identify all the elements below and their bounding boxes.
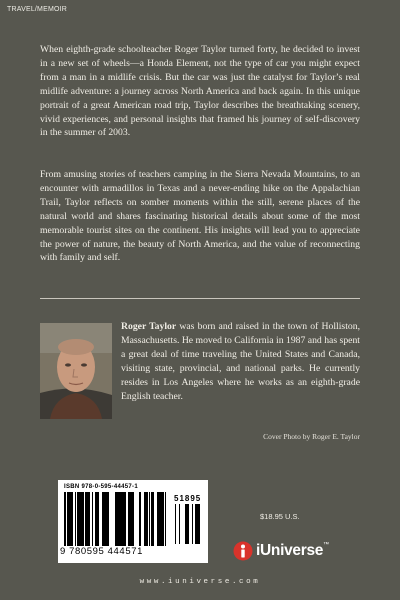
barcode-bar <box>128 492 130 546</box>
barcode-bar <box>88 492 90 546</box>
barcode-bar <box>97 492 98 546</box>
barcode-bar <box>81 492 84 546</box>
barcode-bar <box>149 492 150 546</box>
author-photo <box>40 323 112 419</box>
barcode-bar <box>107 492 109 546</box>
author-bio <box>121 320 360 403</box>
barcode-bar <box>118 492 119 546</box>
barcode-bar <box>165 492 166 546</box>
barcode-bar <box>119 492 122 546</box>
description-paragraph-1: When eighth-grade schoolteacher Roger Taylor turned forty, he decided to invest in a new set of wheels—a Honda Element, not the type of car you might expect from a man in a midlife crisis. But the car was just the catalyst for Taylor’s real midlife adventure: a journey across North America and back again. In this unique portrait of a great American road trip, Taylor describes the breathtaking scenery, vivid experiences, and personal insights that framed his journey of self-discovery in the summer of 2003. <box>40 44 360 139</box>
publisher-name-text: iUniverse <box>256 542 324 559</box>
barcode-bar <box>151 492 152 546</box>
barcode-bar <box>95 492 97 546</box>
barcode-bar <box>195 504 197 544</box>
barcode-bar <box>64 492 65 546</box>
barcode-box <box>58 480 208 563</box>
barcode-bar <box>133 492 134 546</box>
trademark-symbol: ™ <box>323 542 329 548</box>
barcode-bar <box>179 504 180 544</box>
barcode-bar <box>124 492 126 546</box>
barcode-bar <box>147 492 148 546</box>
author-bio-text: was born and raised in the town of Holliston, Massachusetts. He moved to California in 1987 and has spent a great deal of time traveling the United States and Canada, visiting state, provincial, and national parks. He currently resides in Los Angeles where he works as an eighth-grade English teacher. <box>121 321 360 402</box>
barcode-bar <box>185 504 188 544</box>
barcode-bar <box>153 492 154 546</box>
barcode-bar <box>146 492 147 546</box>
barcode-bar <box>199 504 200 544</box>
price-label: $18.95 U.S. <box>260 512 300 521</box>
barcode-bar <box>157 492 160 546</box>
isbn-label: ISBN 978-0-595-44457-1 <box>64 484 138 490</box>
barcode-bar <box>152 492 153 546</box>
barcode-bar <box>192 504 193 544</box>
barcode-bar <box>145 492 146 546</box>
barcode-bar <box>77 492 79 546</box>
barcode-bar <box>163 492 164 546</box>
barcode-bar <box>102 492 103 546</box>
barcode-bar <box>117 492 118 546</box>
barcode-bar <box>65 492 66 546</box>
description-paragraph-2: From amusing stories of teachers camping in the Sierra Nevada Mountains, to an encounter with armadillos in Texas and a never-ending hike on the Appalachian Trail, Taylor reflects on somber moments within the still, serene places of the natural world and shares fascinating historical details about some of the most memorable tourist sites on the continent. His insights will lead you to appreciate the power of nature, the beauty of North America, and the value of reconnecting with family and self. <box>40 169 360 264</box>
publisher-name <box>256 542 329 560</box>
barcode-bar <box>139 492 140 546</box>
category-label: TRAVEL/MEMOIR <box>7 6 68 13</box>
barcode-bar <box>86 492 88 546</box>
barcode-bar <box>85 492 86 546</box>
barcode-bar <box>69 492 72 546</box>
author-name: Roger Taylor <box>121 321 177 332</box>
photo-credit: Cover Photo by Roger E. Taylor <box>263 432 360 441</box>
barcode-bar <box>75 492 76 546</box>
barcode-bar <box>160 492 161 546</box>
publisher-url: www.iuniverse.com <box>139 578 261 586</box>
barcode-bar <box>104 492 106 546</box>
barcode-bar <box>161 492 163 546</box>
barcode-bar <box>144 492 145 546</box>
barcode-digits: 9 780595 444571 <box>60 546 143 557</box>
barcode-bar <box>115 492 117 546</box>
barcode-addon-digits: 51895 <box>174 494 202 503</box>
barcode-bar <box>103 492 104 546</box>
barcode-bar <box>175 504 176 544</box>
section-divider <box>40 298 360 299</box>
barcode-bar <box>130 492 133 546</box>
barcode-bar <box>122 492 124 546</box>
barcode-bar <box>197 504 199 544</box>
barcode-bar <box>98 492 99 546</box>
isbn-barcode <box>62 492 170 546</box>
barcode-bar <box>72 492 73 546</box>
barcode-bar <box>106 492 107 546</box>
barcode-bar <box>92 492 93 546</box>
barcode-bar <box>140 492 141 546</box>
barcode-bar <box>67 492 69 546</box>
price-barcode <box>174 504 204 544</box>
publisher-logo <box>233 540 329 562</box>
barcode-bar <box>79 492 81 546</box>
barcode-bar <box>188 504 189 544</box>
iuniverse-logo-icon <box>233 541 253 561</box>
